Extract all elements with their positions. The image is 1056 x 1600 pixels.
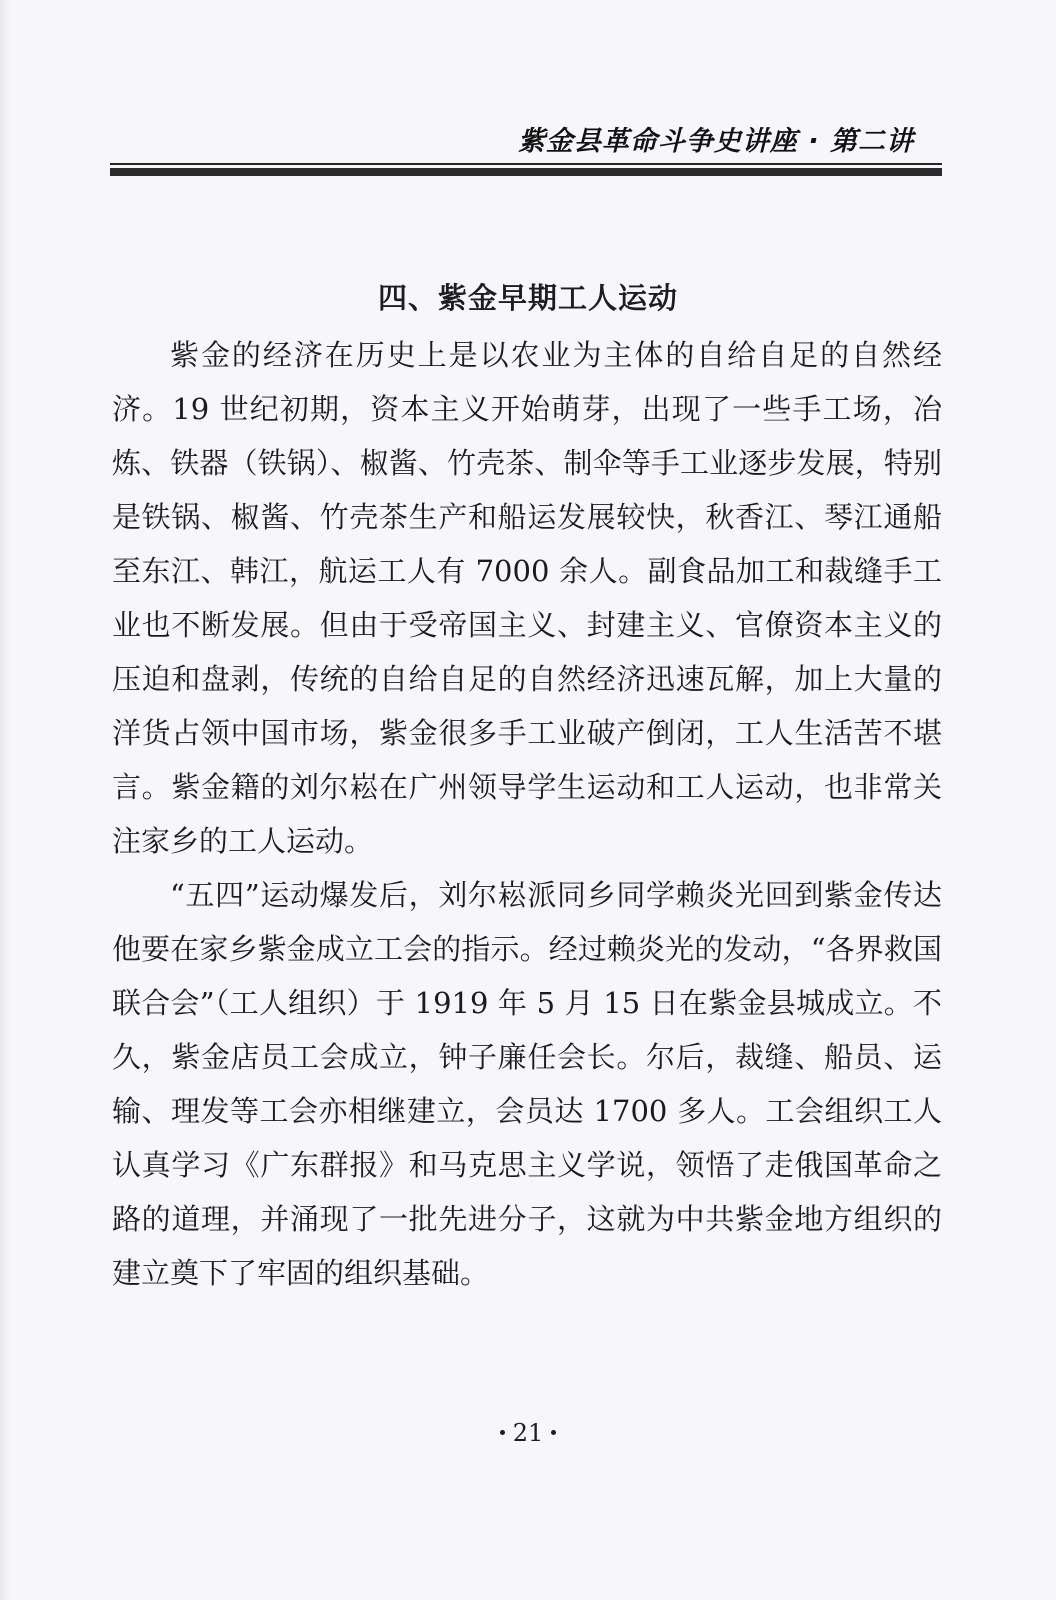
body-text	[112, 328, 942, 1300]
header-divider-thin	[110, 163, 942, 165]
running-header-title: 紫金县革命斗争史讲座 · 第二讲	[517, 126, 914, 157]
page-number-right-dot	[551, 1430, 556, 1435]
page-number	[0, 1418, 1056, 1448]
paragraph-2: “五四”运动爆发后，刘尔崧派同乡同学赖炎光回到紫金传达他要在家乡紫金成立工会的指示。经过赖炎光的发动，“各界救国联合会”（工人组织）于 1919 年 5 月 15 日在紫金县城成立。不久，紫金店员工会成立，钟子廉任会长。尔后，裁缝、船员、运输、理发等工会亦相继建立，会员达 1700 多人。工会组织工人认真学习《广东群报》和马克思主义学说，领悟了走俄国革命之路的道理，并涌现了一批先进分子，这就为中共紫金地方组织的建立奠下了牢固的组织基础。	[112, 878, 942, 1290]
page-number-left-dot	[500, 1430, 505, 1435]
header-divider-thick	[110, 168, 942, 176]
paragraph-1: 紫金的经济在历史上是以农业为主体的自给自足的自然经济。19 世纪初期，资本主义开始萌芽，出现了一些手工场，冶炼、铁器（铁锅）、椒酱、竹壳茶、制伞等手工业逐步发展，特别是铁锅、椒酱、竹壳茶生产和船运发展较快，秋香江、琴江通船至东江、韩江，航运工人有 7000 余人。副食品加工和裁缝手工业也不断发展。但由于受帝国主义、封建主义、官僚资本主义的压迫和盘剥，传统的自给自足的自然经济迅速瓦解，加上大量的洋货占领中国市场，紫金很多手工业破产倒闭，工人生活苦不堪言。紫金籍的刘尔崧在广州领导学生运动和工人运动，也非常关注家乡的工人运动。	[112, 338, 942, 858]
section-heading: 四、紫金早期工人运动	[377, 281, 678, 315]
page-edge-shadow	[0, 0, 10, 1600]
page-number-value: 21	[512, 1419, 544, 1447]
